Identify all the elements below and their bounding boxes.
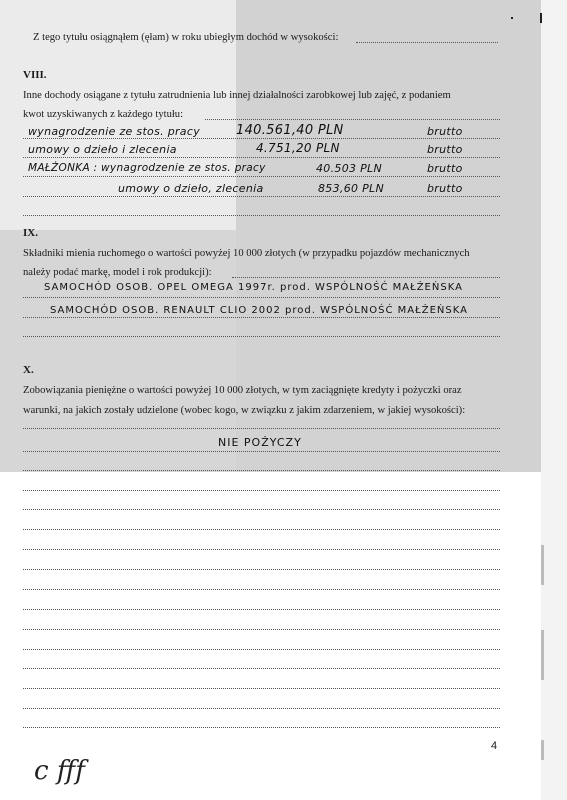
income-amount: 140.561,40 PLN xyxy=(236,123,344,138)
income-note: brutto xyxy=(427,162,463,175)
dotted-line xyxy=(23,688,500,689)
dotted-line xyxy=(23,215,500,216)
scan-speck xyxy=(541,545,544,585)
dotted-line xyxy=(23,470,500,471)
dotted-line xyxy=(23,451,500,452)
income-title: umowy o dzieło, zlecenia xyxy=(118,182,264,195)
dotted-line xyxy=(23,490,500,491)
dotted-line xyxy=(23,176,500,177)
dotted-line xyxy=(23,668,500,669)
section-ix-text-1: Składniki mienia ruchomego o wartości powyżej 10 000 złotych (w przypadku pojazdów mechanicznych xyxy=(23,248,470,259)
income-title: wynagrodzenie ze stos. pracy xyxy=(28,125,201,138)
dotted-line xyxy=(205,119,500,120)
scan-speck xyxy=(541,630,544,680)
dotted-line xyxy=(23,297,500,298)
dotted-line xyxy=(23,428,500,429)
income-title: umowy o dzieło i zlecenia xyxy=(28,143,177,156)
dotted-line xyxy=(23,196,500,197)
dotted-line xyxy=(23,727,500,728)
dotted-line xyxy=(23,708,500,709)
dotted-line xyxy=(23,529,500,530)
section-viii-text-1: Inne dochody osiągane z tytułu zatrudnienia lub innej działalności zarobkowej lub zajęć, z podaniem xyxy=(23,90,451,101)
dotted-line xyxy=(23,157,500,158)
intro-dotted-line xyxy=(356,42,498,43)
liabilities-answer: NIE POŻYCZY xyxy=(218,436,302,449)
scan-speck xyxy=(541,740,544,760)
vehicle-entry: SAMOCHÓD OSOB. RENAULT CLIO 2002 prod. WSPÓLNOŚĆ MAŁŻEŃSKA xyxy=(50,305,468,316)
dotted-line xyxy=(23,629,500,630)
section-ix-heading: IX. xyxy=(23,227,38,239)
dotted-line xyxy=(23,589,500,590)
income-note: brutto xyxy=(427,125,463,138)
dotted-line xyxy=(23,509,500,510)
section-x-text-2: warunki, na jakich zostały udzielone (wobec kogo, w związku z jakim zdarzeniem, w jakiej wysokości): xyxy=(23,405,466,416)
signature: c fff xyxy=(34,756,85,786)
dotted-line xyxy=(23,549,500,550)
income-note: brutto xyxy=(427,182,463,195)
dotted-line xyxy=(23,569,500,570)
dotted-line xyxy=(23,609,500,610)
dotted-line xyxy=(232,277,500,278)
section-x-text-1: Zobowiązania pieniężne o wartości powyżej 10 000 złotych, w tym zaciągnięte kredyty i pożyczki oraz xyxy=(23,385,462,396)
section-x-heading: X. xyxy=(23,364,34,376)
income-amount: 853,60 PLN xyxy=(318,182,384,195)
section-ix-text-2: należy podać markę, model i rok produkcji): xyxy=(23,267,212,278)
income-note: brutto xyxy=(427,143,463,156)
income-title: MAŁŻONKA : wynagrodzenie ze stos. pracy xyxy=(28,162,266,174)
page-number: 4 xyxy=(491,740,498,752)
vehicle-entry: SAMOCHÓD OSOB. OPEL OMEGA 1997r. prod. WSPÓLNOŚĆ MAŁŻEŃSKA xyxy=(44,282,463,293)
dotted-line xyxy=(23,317,500,318)
section-viii-text-2: kwot uzyskiwanych z każdego tytułu: xyxy=(23,109,184,120)
section-viii-heading: VIII. xyxy=(23,69,47,81)
intro-text: Z tego tytułu osiągnąłem (ęłam) w roku ubiegłym dochód w wysokości: xyxy=(33,32,339,43)
dotted-line xyxy=(23,138,500,139)
dotted-line xyxy=(23,649,500,650)
income-amount: 4.751,20 PLN xyxy=(256,141,340,155)
income-amount: 40.503 PLN xyxy=(316,162,382,175)
dotted-line xyxy=(23,336,500,337)
